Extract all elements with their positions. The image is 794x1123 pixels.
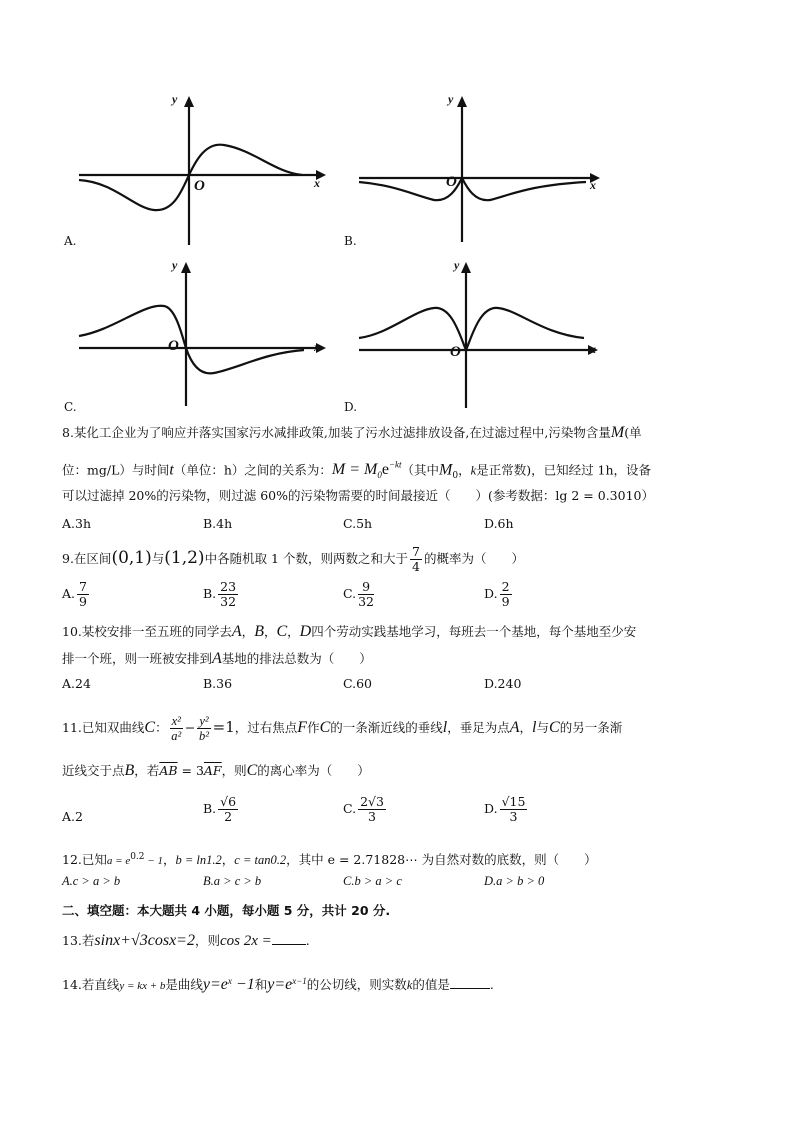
- vector-ab: $\overline{AB}$: [159, 763, 178, 778]
- q8-option-a: A.3h: [62, 516, 92, 531]
- q9-stem: 9.在区间(0,1)与(1,2)中各随机取 1 个数，则两数之和大于 $\frac{7}{4}$ 的概率为（ ）: [62, 544, 524, 574]
- q9-option-d: D. $\frac{2}{9}$: [484, 579, 510, 609]
- answer-blank[interactable]: [450, 976, 490, 989]
- graph-b-label: B.: [344, 234, 357, 248]
- graph-d-label: D.: [344, 400, 358, 414]
- q11-option-b: B. $\frac{√6}{2}$: [203, 794, 237, 824]
- q10-line2: 排一个班，则一班被安排到A基地的排法总数为（ ）: [62, 650, 372, 667]
- graph-d-y-label: y: [454, 258, 460, 272]
- q13-stem: 13.若sinx+√3cosx=2，则cos 2x = .: [62, 932, 310, 949]
- graph-a-label: A.: [64, 234, 77, 248]
- q12-option-c: C.b > a > c: [343, 874, 402, 888]
- graph-c-y-label: y: [172, 258, 178, 272]
- q8-line2: 位：mg/L）与时间t（单位：h）之间的关系为：$M = M_0e^{-kt}$（其中$M_0$，k是正常数)，已知经过 1h，设备: [62, 460, 652, 481]
- graph-c-curve: [79, 306, 304, 374]
- graph-b-x-label: x: [590, 178, 596, 192]
- q11-option-a: A.2: [62, 809, 83, 824]
- graph-c-origin: O: [168, 338, 179, 354]
- graph-c: [74, 258, 334, 408]
- graph-a: [74, 90, 334, 250]
- q12-option-d: D.a > b > 0: [484, 874, 545, 888]
- graph-b-curve: [359, 178, 586, 200]
- q10-option-a: A.24: [62, 676, 91, 691]
- q8-option-c: C.5h: [343, 516, 373, 531]
- q12-option-b: B.a > c > b: [203, 874, 262, 888]
- graph-c-x-label: x: [314, 340, 320, 354]
- q10-option-b: B.36: [203, 676, 233, 691]
- graph-d-origin: O: [450, 344, 461, 360]
- section-heading-fill-in: 二、填空题：本大题共 4 小题，每小题 5 分，共计 20 分.: [62, 903, 391, 918]
- graph-a-origin: O: [194, 178, 205, 194]
- q14-stem: 14.若直线y = kx + b是曲线$y=e^x -1$和$y=e^{x-1}$的公切线，则实数k的值是 .: [62, 976, 494, 994]
- q10-line1: 10.某校安排一至五班的同学去A，B，C，D四个劳动实践基地学习，每班去一个基地，每个基地至少安: [62, 623, 637, 640]
- q12-option-a: A.c > a > b: [62, 874, 121, 888]
- graph-b-y-label: y: [448, 92, 454, 106]
- q11-option-c: C. $\frac{2√3}{3}$: [343, 794, 384, 824]
- q8-option-d: D.6h: [484, 516, 514, 531]
- q9-option-a: A. $\frac{7}{9}$: [62, 579, 87, 609]
- graph-d-x-label: x: [590, 342, 596, 356]
- graph-d-plot: [354, 258, 614, 408]
- q8-line3: 可以过滤掉 20%的污染物，则过滤 60%的污染物需要的时间最接近（ ）(参考数据：lg 2 = 0.3010）: [62, 488, 654, 503]
- graph-a-plot: [74, 90, 334, 250]
- q8-option-b: B.4h: [203, 516, 233, 531]
- answer-blank[interactable]: [272, 932, 306, 945]
- graph-d-curve: [359, 308, 584, 350]
- graph-b-plot: [354, 90, 614, 250]
- graph-b: [354, 90, 614, 250]
- q11-line1: 11.已知双曲线C： $\frac{\text{x²}}{\text{a²}}$ − $\frac{\text{y²}}{\text{b²}}$ =1，过右焦点F作C的一条渐近线的垂线l，垂足为点A，l与C的另一条渐: [62, 714, 623, 743]
- q9-option-c: C. $\frac{9}{32}$: [343, 579, 374, 609]
- graph-a-x-label: x: [314, 176, 320, 190]
- q8-line1: 8.某化工企业为了响应并落实国家污水减排政策,加装了污水过滤排放设备,在过滤过程中,污染物含量M(单: [62, 424, 642, 441]
- vector-af: $\overline{AF}$: [203, 763, 222, 778]
- graph-b-origin: O: [446, 174, 457, 190]
- graph-a-y-label: y: [172, 92, 178, 106]
- q11-line2: 近线交于点B，若$\overline{AB} = 3\overline{AF}$，则C的离心率为（ ）: [62, 762, 370, 779]
- q10-option-c: C.60: [343, 676, 372, 691]
- q10-option-d: D.240: [484, 676, 522, 691]
- graph-c-plot: [74, 258, 334, 408]
- q9-option-b: B. $\frac{23}{32}$: [203, 579, 237, 609]
- graph-c-label: C.: [64, 400, 77, 414]
- graph-a-curve: [79, 145, 302, 210]
- graph-d: [354, 258, 614, 408]
- q11-option-d: D. $\frac{√15}{3}$: [484, 794, 526, 824]
- q12-stem: 12.已知$a = e^{0.2} - 1$，b = ln1.2，c = tan0.2，其中 e = 2.71828⋯ 为自然对数的底数，则（ ）: [62, 852, 597, 868]
